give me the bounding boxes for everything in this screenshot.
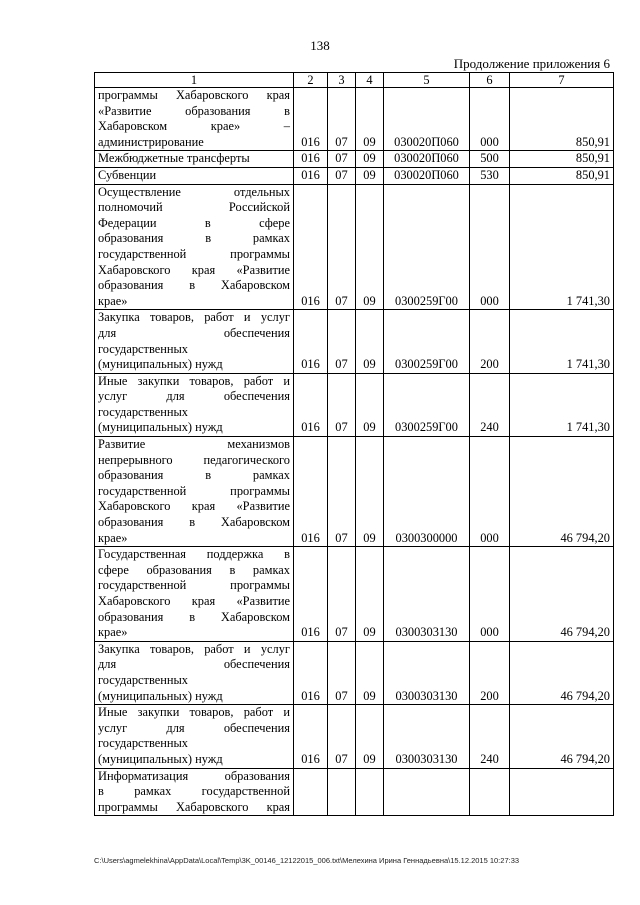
expense-type-cell: 000 xyxy=(470,547,510,642)
subsection-code-cell: 09 xyxy=(356,310,384,373)
budget-table xyxy=(94,72,614,816)
table-row xyxy=(95,437,614,547)
expenditure-name-line: полномочий Российской xyxy=(98,200,290,215)
expenditure-name-line: Межбюджетные трансферты xyxy=(98,151,250,166)
expenditure-name-line: образования в Хабаровском xyxy=(98,515,290,530)
column-header: 4 xyxy=(356,73,384,88)
ministry-code-cell: 016 xyxy=(294,705,328,768)
amount-cell: 1 741,30 xyxy=(510,310,614,373)
ministry-code-cell: 016 xyxy=(294,151,328,168)
section-code-cell: 07 xyxy=(328,437,356,547)
expenditure-name-line: в рамках государственной xyxy=(98,784,290,799)
file-path-footer: C:\Users\agmelekhina\AppData\Local\Temp\3K_00146_12122015_006.txt\Мелехина Ирина Геннадьевна\15.12.2015 10:27:33 xyxy=(94,856,520,865)
expense-type-cell: 240 xyxy=(470,373,510,436)
expenditure-name-line: Федерации в сфере xyxy=(98,215,290,230)
table-row xyxy=(95,184,614,310)
expenditure-name-line: государственной программы xyxy=(98,483,290,498)
expenditure-name-line: для обеспечения xyxy=(98,325,290,340)
expenditure-name-line: Развитие механизмов xyxy=(98,437,290,452)
target-article-cell: 0300259Г00 xyxy=(384,373,470,436)
expenditure-name-cell xyxy=(95,310,294,373)
ministry-code-cell: 016 xyxy=(294,310,328,373)
amount-cell: 46 794,20 xyxy=(510,547,614,642)
table-row xyxy=(95,167,614,184)
column-header: 6 xyxy=(470,73,510,88)
expenditure-name-line: администрирование xyxy=(98,134,204,149)
expenditure-name-line: для обеспечения xyxy=(98,657,290,672)
expenditure-name-line: крае» xyxy=(98,293,128,308)
subsection-code-cell: 09 xyxy=(356,437,384,547)
expenditure-name-cell xyxy=(95,88,294,151)
section-code-cell: 07 xyxy=(328,641,356,704)
ministry-code-cell: 016 xyxy=(294,88,328,151)
expenditure-name-cell xyxy=(95,547,294,642)
section-code-cell: 07 xyxy=(328,705,356,768)
target-article-cell: 0300303130 xyxy=(384,547,470,642)
ministry-code-cell: 016 xyxy=(294,547,328,642)
expenditure-name-line: государственных xyxy=(98,341,189,356)
column-number-row xyxy=(95,73,614,88)
target-article-cell: 0300303130 xyxy=(384,641,470,704)
expenditure-name-line: Хабаровского края «Развитие xyxy=(98,262,290,277)
table-row xyxy=(95,373,614,436)
table-row xyxy=(95,705,614,768)
expenditure-name-line: программы Хабаровского края xyxy=(98,88,290,102)
expenditure-name-line: (муниципальных) нужд xyxy=(98,420,223,435)
expenditure-name-line: образования в рамках xyxy=(98,231,290,246)
amount-cell: 46 794,20 xyxy=(510,705,614,768)
expenditure-name-line: программы Хабаровского края xyxy=(98,799,290,814)
expenditure-name-cell xyxy=(95,373,294,436)
expenditure-name-line: государственной программы xyxy=(98,578,290,593)
ministry-code-cell xyxy=(294,768,328,816)
expense-type-cell: 500 xyxy=(470,151,510,168)
section-code-cell: 07 xyxy=(328,547,356,642)
expenditure-name-cell xyxy=(95,437,294,547)
expenditure-name-cell xyxy=(95,151,294,168)
ministry-code-cell: 016 xyxy=(294,437,328,547)
expenditure-name-line: Хабаровском крае» – xyxy=(98,119,290,134)
table-row xyxy=(95,641,614,704)
expense-type-cell: 530 xyxy=(470,167,510,184)
amount-cell: 850,91 xyxy=(510,151,614,168)
expenditure-name-cell xyxy=(95,641,294,704)
expenditure-name-cell xyxy=(95,705,294,768)
ministry-code-cell: 016 xyxy=(294,373,328,436)
page-number: 138 xyxy=(310,38,330,53)
expenditure-name-line: крае» xyxy=(98,530,128,545)
expenditure-name-line: (муниципальных) нужд xyxy=(98,751,223,766)
appendix-continuation-label: Продолжение приложения 6 xyxy=(453,56,610,71)
subsection-code-cell: 09 xyxy=(356,184,384,310)
section-code-cell: 07 xyxy=(328,151,356,168)
target-article-cell: 0300300000 xyxy=(384,437,470,547)
expenditure-name-line: (муниципальных) нужд xyxy=(98,688,223,703)
expenditure-name-cell xyxy=(95,768,294,816)
expenditure-name-line: Закупка товаров, работ и услуг xyxy=(98,641,290,656)
expenditure-name-cell xyxy=(95,167,294,184)
expenditure-name-line: услуг для обеспечения xyxy=(98,389,290,404)
expense-type-cell: 000 xyxy=(470,88,510,151)
target-article-cell: 0300259Г00 xyxy=(384,184,470,310)
expenditure-name-line: услуг для обеспечения xyxy=(98,720,290,735)
expenditure-name-line: (муниципальных) нужд xyxy=(98,357,223,372)
expenditure-name-line: Информатизация образования xyxy=(98,768,290,783)
amount-cell: 46 794,20 xyxy=(510,641,614,704)
expenditure-name-line: крае» xyxy=(98,625,128,640)
section-code-cell: 07 xyxy=(328,310,356,373)
subsection-code-cell: 09 xyxy=(356,88,384,151)
subsection-code-cell: 09 xyxy=(356,167,384,184)
expenditure-name-line: «Развитие образования в xyxy=(98,103,290,118)
section-code-cell xyxy=(328,768,356,816)
amount-cell xyxy=(510,768,614,816)
expense-type-cell: 200 xyxy=(470,310,510,373)
expenditure-name-line: Государственная поддержка в xyxy=(98,547,290,562)
expenditure-name-line: Закупка товаров, работ и услуг xyxy=(98,310,290,325)
expenditure-name-line: образования в Хабаровском xyxy=(98,609,290,624)
expense-type-cell: 200 xyxy=(470,641,510,704)
expenditure-name-line: Хабаровского края «Развитие xyxy=(98,499,290,514)
target-article-cell: 030020П060 xyxy=(384,151,470,168)
expenditure-name-cell xyxy=(95,184,294,310)
target-article-cell: 030020П060 xyxy=(384,167,470,184)
table-body xyxy=(95,88,614,816)
target-article-cell xyxy=(384,768,470,816)
expense-type-cell: 000 xyxy=(470,437,510,547)
table-row xyxy=(95,88,614,151)
column-header: 2 xyxy=(294,73,328,88)
expenditure-name-line: Хабаровского края «Развитие xyxy=(98,594,290,608)
target-article-cell: 0300259Г00 xyxy=(384,310,470,373)
amount-cell: 850,91 xyxy=(510,88,614,151)
subsection-code-cell: 09 xyxy=(356,373,384,436)
target-article-cell: 030020П060 xyxy=(384,88,470,151)
section-code-cell: 07 xyxy=(328,167,356,184)
expenditure-name-line: Иные закупки товаров, работ и xyxy=(98,705,290,720)
expenditure-name-line: Осуществление отдельных xyxy=(98,184,290,199)
expenditure-name-line: Субвенции xyxy=(98,167,157,182)
ministry-code-cell: 016 xyxy=(294,184,328,310)
subsection-code-cell: 09 xyxy=(356,547,384,642)
amount-cell: 1 741,30 xyxy=(510,373,614,436)
expense-type-cell: 000 xyxy=(470,184,510,310)
ministry-code-cell: 016 xyxy=(294,167,328,184)
expenditure-name-line: образования в Хабаровском xyxy=(98,278,290,293)
expense-type-cell xyxy=(470,768,510,816)
section-code-cell: 07 xyxy=(328,88,356,151)
target-article-cell: 0300303130 xyxy=(384,705,470,768)
column-header: 5 xyxy=(384,73,470,88)
expenditure-name-line: сфере образования в рамках xyxy=(98,562,290,577)
section-code-cell: 07 xyxy=(328,373,356,436)
subsection-code-cell: 09 xyxy=(356,705,384,768)
table-row xyxy=(95,768,614,816)
subsection-code-cell: 09 xyxy=(356,151,384,168)
expenditure-name-line: непрерывного педагогического xyxy=(98,452,290,467)
column-header: 7 xyxy=(510,73,614,88)
section-code-cell: 07 xyxy=(328,184,356,310)
table-row xyxy=(95,547,614,642)
expenditure-name-line: государственных xyxy=(98,404,189,419)
subsection-code-cell xyxy=(356,768,384,816)
table-row xyxy=(95,310,614,373)
expenditure-name-line: Иные закупки товаров, работ и xyxy=(98,373,290,388)
amount-cell: 850,91 xyxy=(510,167,614,184)
column-header: 1 xyxy=(95,73,294,88)
expenditure-name-line: образования в рамках xyxy=(98,468,290,483)
expenditure-name-line: государственных xyxy=(98,736,189,751)
subsection-code-cell: 09 xyxy=(356,641,384,704)
amount-cell: 46 794,20 xyxy=(510,437,614,547)
expense-type-cell: 240 xyxy=(470,705,510,768)
table-row xyxy=(95,151,614,168)
expenditure-name-line: государственной программы xyxy=(98,246,290,261)
amount-cell: 1 741,30 xyxy=(510,184,614,310)
ministry-code-cell: 016 xyxy=(294,641,328,704)
column-header: 3 xyxy=(328,73,356,88)
expenditure-name-line: государственных xyxy=(98,672,189,687)
